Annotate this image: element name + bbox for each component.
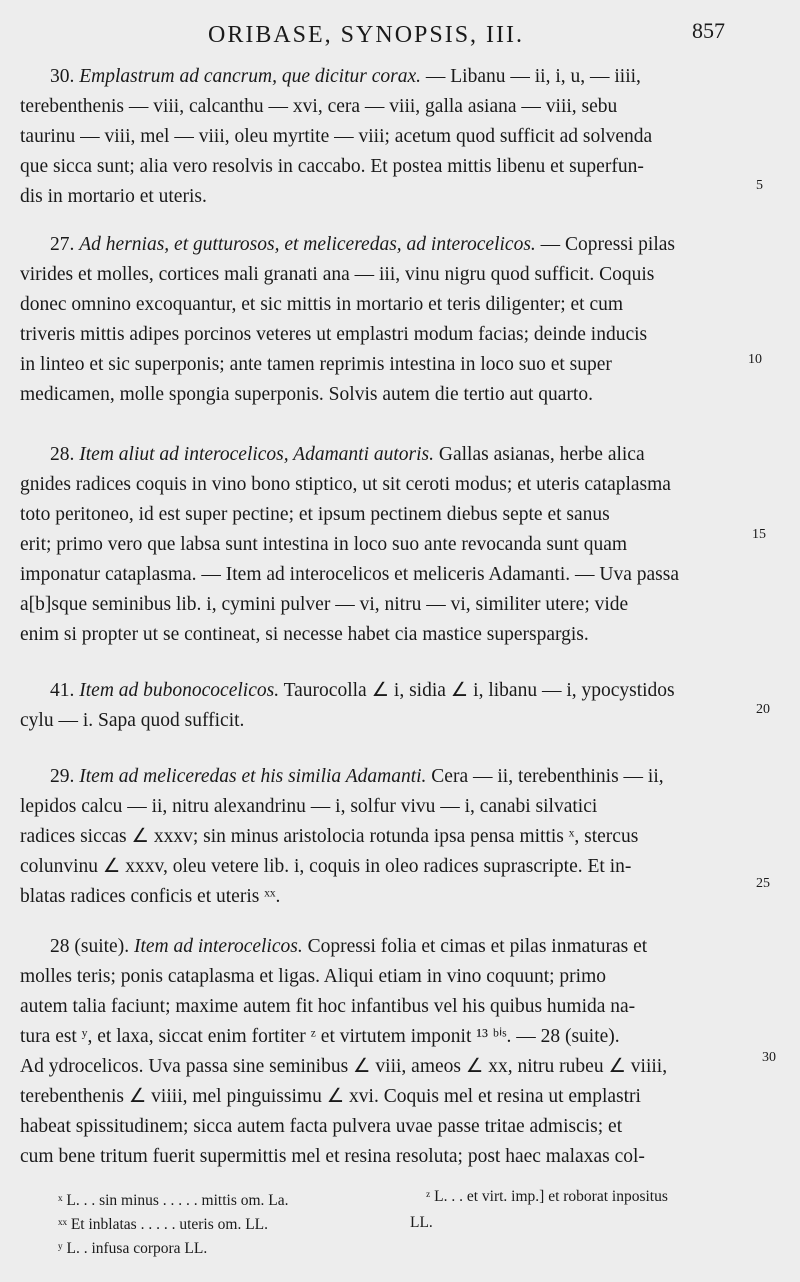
margin-line-number: 25 [756, 876, 770, 891]
footnote-xx: ˣˣ Et inblatas . . . . . uteris om. LL. [58, 1216, 268, 1233]
text-line: 27. Ad hernias, et gutturosos, et meliceredas, ad interocelicos. — Copressi pilas [50, 234, 676, 255]
recipe-title: Emplastrum ad cancrum, que dicitur corax. [79, 66, 421, 87]
text-line: dis in mortario et uteris. [20, 186, 207, 207]
text-line: enim si propter ut se contineat, si necesse habet cia mastice superspargis. [20, 624, 589, 645]
text-line: virides et molles, cortices mali granati ana — iii, vinu nigru quod sufficit. Coquis [20, 264, 655, 285]
text-line: que sicca sunt; alia vero resolvis in caccabo. Et postea mittis libenu et superfun- [20, 156, 644, 177]
page-number: 857 [692, 18, 725, 43]
text-line: imponatur cataplasma. — Item ad interocelicos et meliceris Adamanti. — Uva passa [20, 564, 679, 585]
text-line: radices siccas ∠ xxxv; sin minus aristolocia rotunda ipsa pensa mittis ˣ, stercus [20, 826, 639, 847]
page-header [0, 16, 800, 52]
footnotes [0, 1188, 800, 1268]
text-line: habeat spissitudinem; sicca autem facta pulvera uvae passe tritae admiscis; et [20, 1116, 623, 1137]
paragraph-27-hernias [20, 230, 742, 410]
text-line: taurinu — viii, mel — viii, oleu myrtite — viii; acetum quod sufficit ad solvenda [20, 126, 653, 147]
margin-line-number: 30 [762, 1050, 776, 1065]
paragraph-28-interocelicos [20, 440, 742, 650]
paragraph-30-emplastrum [20, 62, 742, 212]
text-line: molles teris; ponis cataplasma et ligas. Aliqui etiam in vino coquunt; primo [20, 966, 606, 987]
margin-line-number: 15 [752, 527, 766, 542]
text-line: lepidos calcu — ii, nitru alexandrinu — i, solfur vivu — i, canabi silvatici [20, 796, 598, 817]
text-line: medicamen, molle spongia superponis. Solvis autem die tertio aut quarto. [20, 384, 593, 405]
text-line: cum bene tritum fuerit supermittis mel et resina resoluta; post haec malaxas col- [20, 1146, 645, 1167]
text-line: erit; primo vero que labsa sunt intestina in loco suo ante revocanda sunt quam [20, 534, 628, 555]
text-line: colunvinu ∠ xxxv, oleu vetere lib. i, coquis in oleo radices suprascripte. Et in- [20, 856, 632, 877]
text-line: terebenthenis — viii, calcanthu — xvi, cera — viii, galla asiana — viii, sebu [20, 96, 618, 117]
text-line: 29. Item ad meliceredas et his similia Adamanti. Cera — ii, terebenthinis — ii, [50, 766, 664, 787]
recipe-title: Item ad interocelicos. [133, 936, 303, 957]
footnote-x: ˣ L. . . sin minus . . . . . mittis om. La. [58, 1192, 289, 1209]
text-line: Ad ydrocelicos. Uva passa sine seminibus ∠ viii, ameos ∠ xx, nitru rubeu ∠ viiii, [20, 1056, 668, 1077]
recipe-title: Ad hernias, et gutturosos, et meliceredas, ad interocelicos. [79, 234, 536, 255]
text-line: donec omnino excoquantur, et sic mittis in mortario et teris diligenter; et cum [20, 294, 624, 315]
text-line: 28 (suite). Item ad interocelicos. Copressi folia et cimas et pilas inmaturas et [50, 936, 648, 957]
footnote-z: ᶻ L. . . et virt. imp.] et roborat inpositus [426, 1188, 668, 1205]
text-line: in linteo et sic superponis; ante tamen reprimis intestina in loco suo et super [20, 354, 612, 375]
recipe-title: Item ad bubonococelicos. [79, 680, 280, 701]
recipe-title: Item aliut ad interocelicos, Adamanti autoris. [79, 444, 435, 465]
footnote-y: ʸ L. . infusa corpora LL. [58, 1240, 208, 1257]
recipe-title: Item ad meliceredas et his similia Adamanti. [79, 766, 427, 787]
text-line: triveris mittis adipes porcinos veteres ut emplastri modum facias; deinde inducis [20, 324, 648, 345]
footnote-z-cont: LL. [410, 1214, 433, 1231]
text-line: 41. Item ad bubonococelicos. Taurocolla ∠ i, sidia ∠ i, libanu — i, ypocystidos [50, 680, 675, 701]
text-line: gnides radices coquis in vino bono stiptico, ut sit ceroti modus; et uteris cataplasma [20, 474, 671, 495]
text-line: a[b]sque seminibus lib. i, cymini pulver — vi, nitru — vi, similiter utere; vide [20, 594, 629, 615]
margin-line-number: 5 [756, 178, 763, 193]
text-line: 30. Emplastrum ad cancrum, que dicitur corax. — Libanu — ii, i, u, — iiii, [50, 66, 641, 87]
text-line: 28. Item aliut ad interocelicos, Adamanti autoris. Gallas asianas, herbe alica [50, 444, 645, 465]
text-line: toto peritoneo, id est super pectine; et ipsum pectinem diebus septe et sanus [20, 504, 610, 525]
margin-line-number: 10 [748, 352, 762, 367]
text-line: tura est ʸ, et laxa, siccat enim fortiter ᶻ et virtutem imponit ¹³ ᵇⁱˢ. — 28 (suite). [20, 1026, 620, 1047]
paragraph-29-meliceredas [20, 762, 742, 912]
running-title: ORIBASE, SYNOPSIS, III. [208, 22, 525, 48]
paragraph-41-bubonococelicos [20, 676, 742, 736]
margin-line-number: 20 [756, 702, 770, 717]
text-line: terebenthenis ∠ viiii, mel pinguissimu ∠ xvi. Coquis mel et resina ut emplastri [20, 1086, 641, 1107]
text-line: autem talia faciunt; maxime autem fit hoc infantibus vel his quibus humida na- [20, 996, 636, 1017]
text-line: cylu — i. Sapa quod sufficit. [20, 710, 245, 731]
text-line: blatas radices conficis et uteris ˣˣ. [20, 886, 281, 907]
paragraph-28-suite [20, 932, 742, 1172]
